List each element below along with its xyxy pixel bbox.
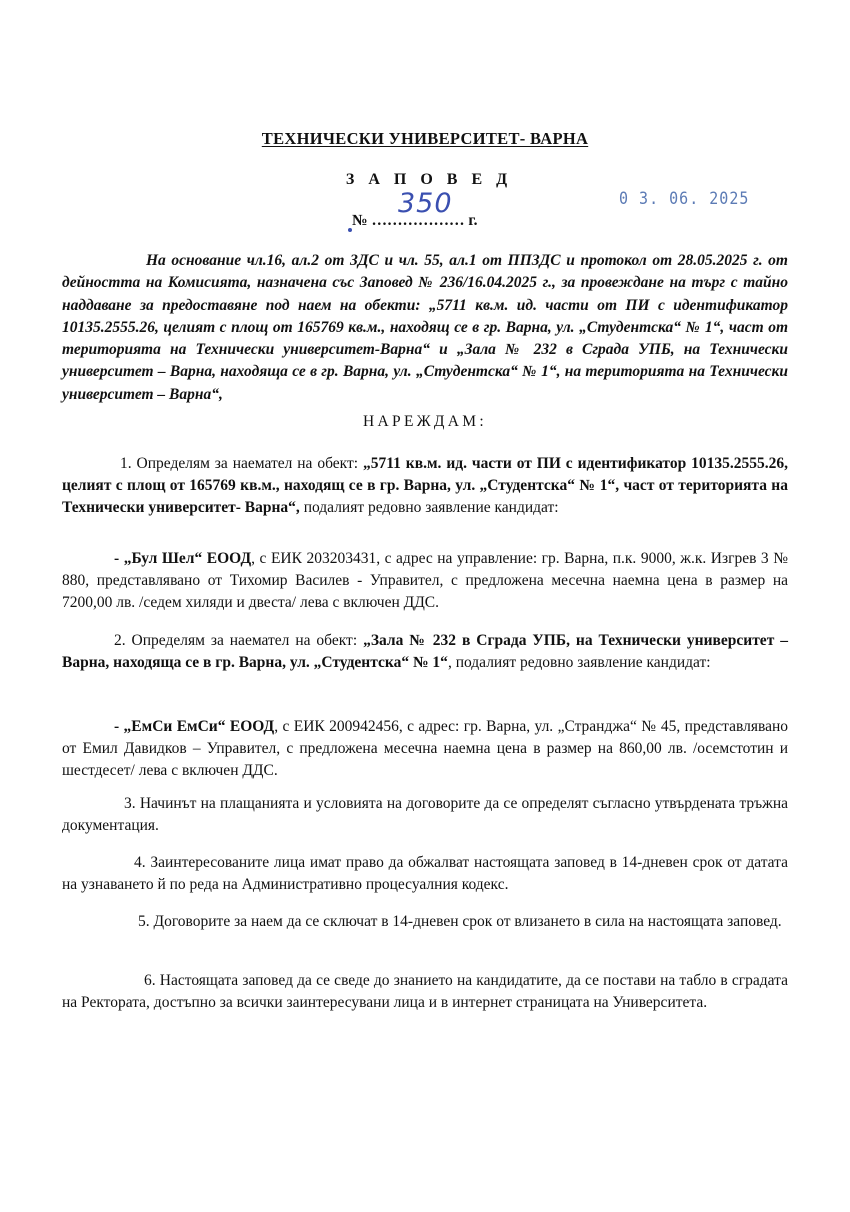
date-stamp: 0 3. 06. 2025: [619, 188, 750, 209]
ink-dot: [348, 228, 352, 232]
item-5-paragraph: 5. Договорите за наем да се сключат в 14-дневен срок от влизането в сила на настоящата заповед.: [138, 913, 782, 930]
item-2-object: „Зала № 232 в Сграда УПБ, на Технически университет – Варна, находяща се в гр. Варна, ул. „Студентска“ № 1“: [62, 632, 788, 672]
legal-basis-text: На основание чл.16, ал.2 от ЗДС и чл. 55, ал.1 от ППЗДС и протокол от 28.05.2025 г. от дейността на Комисията, назначена със Заповед № 236/16.04.2025 г., за провеждане на търг с тайно наддаване за предоставяне под наем на обекти: „5711 кв.м. ид. части от ПИ с идентификатор 10135.2555.26, целият с площ от 165769 кв.м., находящ се в гр. Варна, ул. „Студентска“ № 1“, част от територията на Технически университет-Варна“ и „Зала № 232 в Сграда УПБ, на Технически университет – Варна, находяща се в гр. Варна, ул. „Студентска“ № 1“, на територията на Технически университет – Варна“,: [62, 252, 788, 403]
item-2-lead: 2. Определям за наемател на обект:: [114, 632, 364, 649]
decree-heading: НАРЕЖДАМ:: [363, 413, 487, 430]
candidate-1-paragraph: [62, 548, 788, 615]
number-prefix: №: [352, 212, 368, 229]
handwritten-order-number: 350: [398, 188, 453, 219]
candidate-1-name: - „Бул Шел“ ЕООД: [114, 550, 252, 567]
candidate-2-details: , с ЕИК 200942456, с адрес: гр. Варна, ул. „Странджа“ № 45, представлявано от Емил Давидков – Управител, с предложена месечна наемна цена в размер на 860,00 лв. /осемстотин и шестдесет/ лева с включен ДДС.: [62, 718, 789, 780]
number-dots: ………………: [371, 212, 465, 229]
item-3-paragraph: 3. Начинът на плащанията и условията на договорите да се определят съгласно утвърдената тръжна документация.: [62, 795, 788, 835]
item-2-paragraph: [62, 630, 788, 674]
number-year-suffix: г.: [468, 212, 478, 229]
item-1-lead: 1. Определям за наемател на обект:: [120, 455, 363, 472]
candidate-2-name: - „ЕмСи ЕмСи“ ЕООД: [114, 718, 275, 735]
item-6-paragraph: 6. Настоящата заповед да се сведе до знанието на кандидатите, да се постави на табло в сградата на Ректората, достъпно за всички заинтересувани лица и в интернет страницата на Университета.: [62, 972, 788, 1012]
item-2-tail: , подалият редовно заявление кандидат:: [447, 654, 711, 672]
item-1-object: „5711 кв.м. ид. части от ПИ с идентификатор 10135.2555.26, целият с площ от 165769 кв.м., находящ се в гр. Варна, ул. „Студентска“ № 1“, част от територията на Технически университет- Варна“,: [62, 455, 788, 517]
item-1-tail: подалият редовно заявление кандидат:: [299, 499, 559, 517]
institution-title: ТЕХНИЧЕСКИ УНИВЕРСИТЕТ- ВАРНА: [261, 129, 589, 148]
candidate-1-details: , с ЕИК 203203431, с адрес на управление: гр. Варна, п.к. 9000, ж.к. Изгрев 3 № 880, представлявано от Тихомир Василев - Управител, с предложена месечна наемна цена в размер на 7200,00 лв. /седем хиляди и двеста/ лева с включен ДДС.: [62, 550, 788, 612]
item-1-paragraph: [62, 453, 788, 520]
item-4-paragraph: 4. Заинтересованите лица имат право да обжалват настоящата заповед в 14-дневен срок от датата на узнаването й по реда на Административно процесуалния кодекс.: [62, 854, 788, 894]
candidate-2-paragraph: [62, 716, 788, 783]
legal-basis-paragraph: [62, 250, 788, 406]
document-type-heading: З А П О В Е Д: [345, 171, 513, 188]
